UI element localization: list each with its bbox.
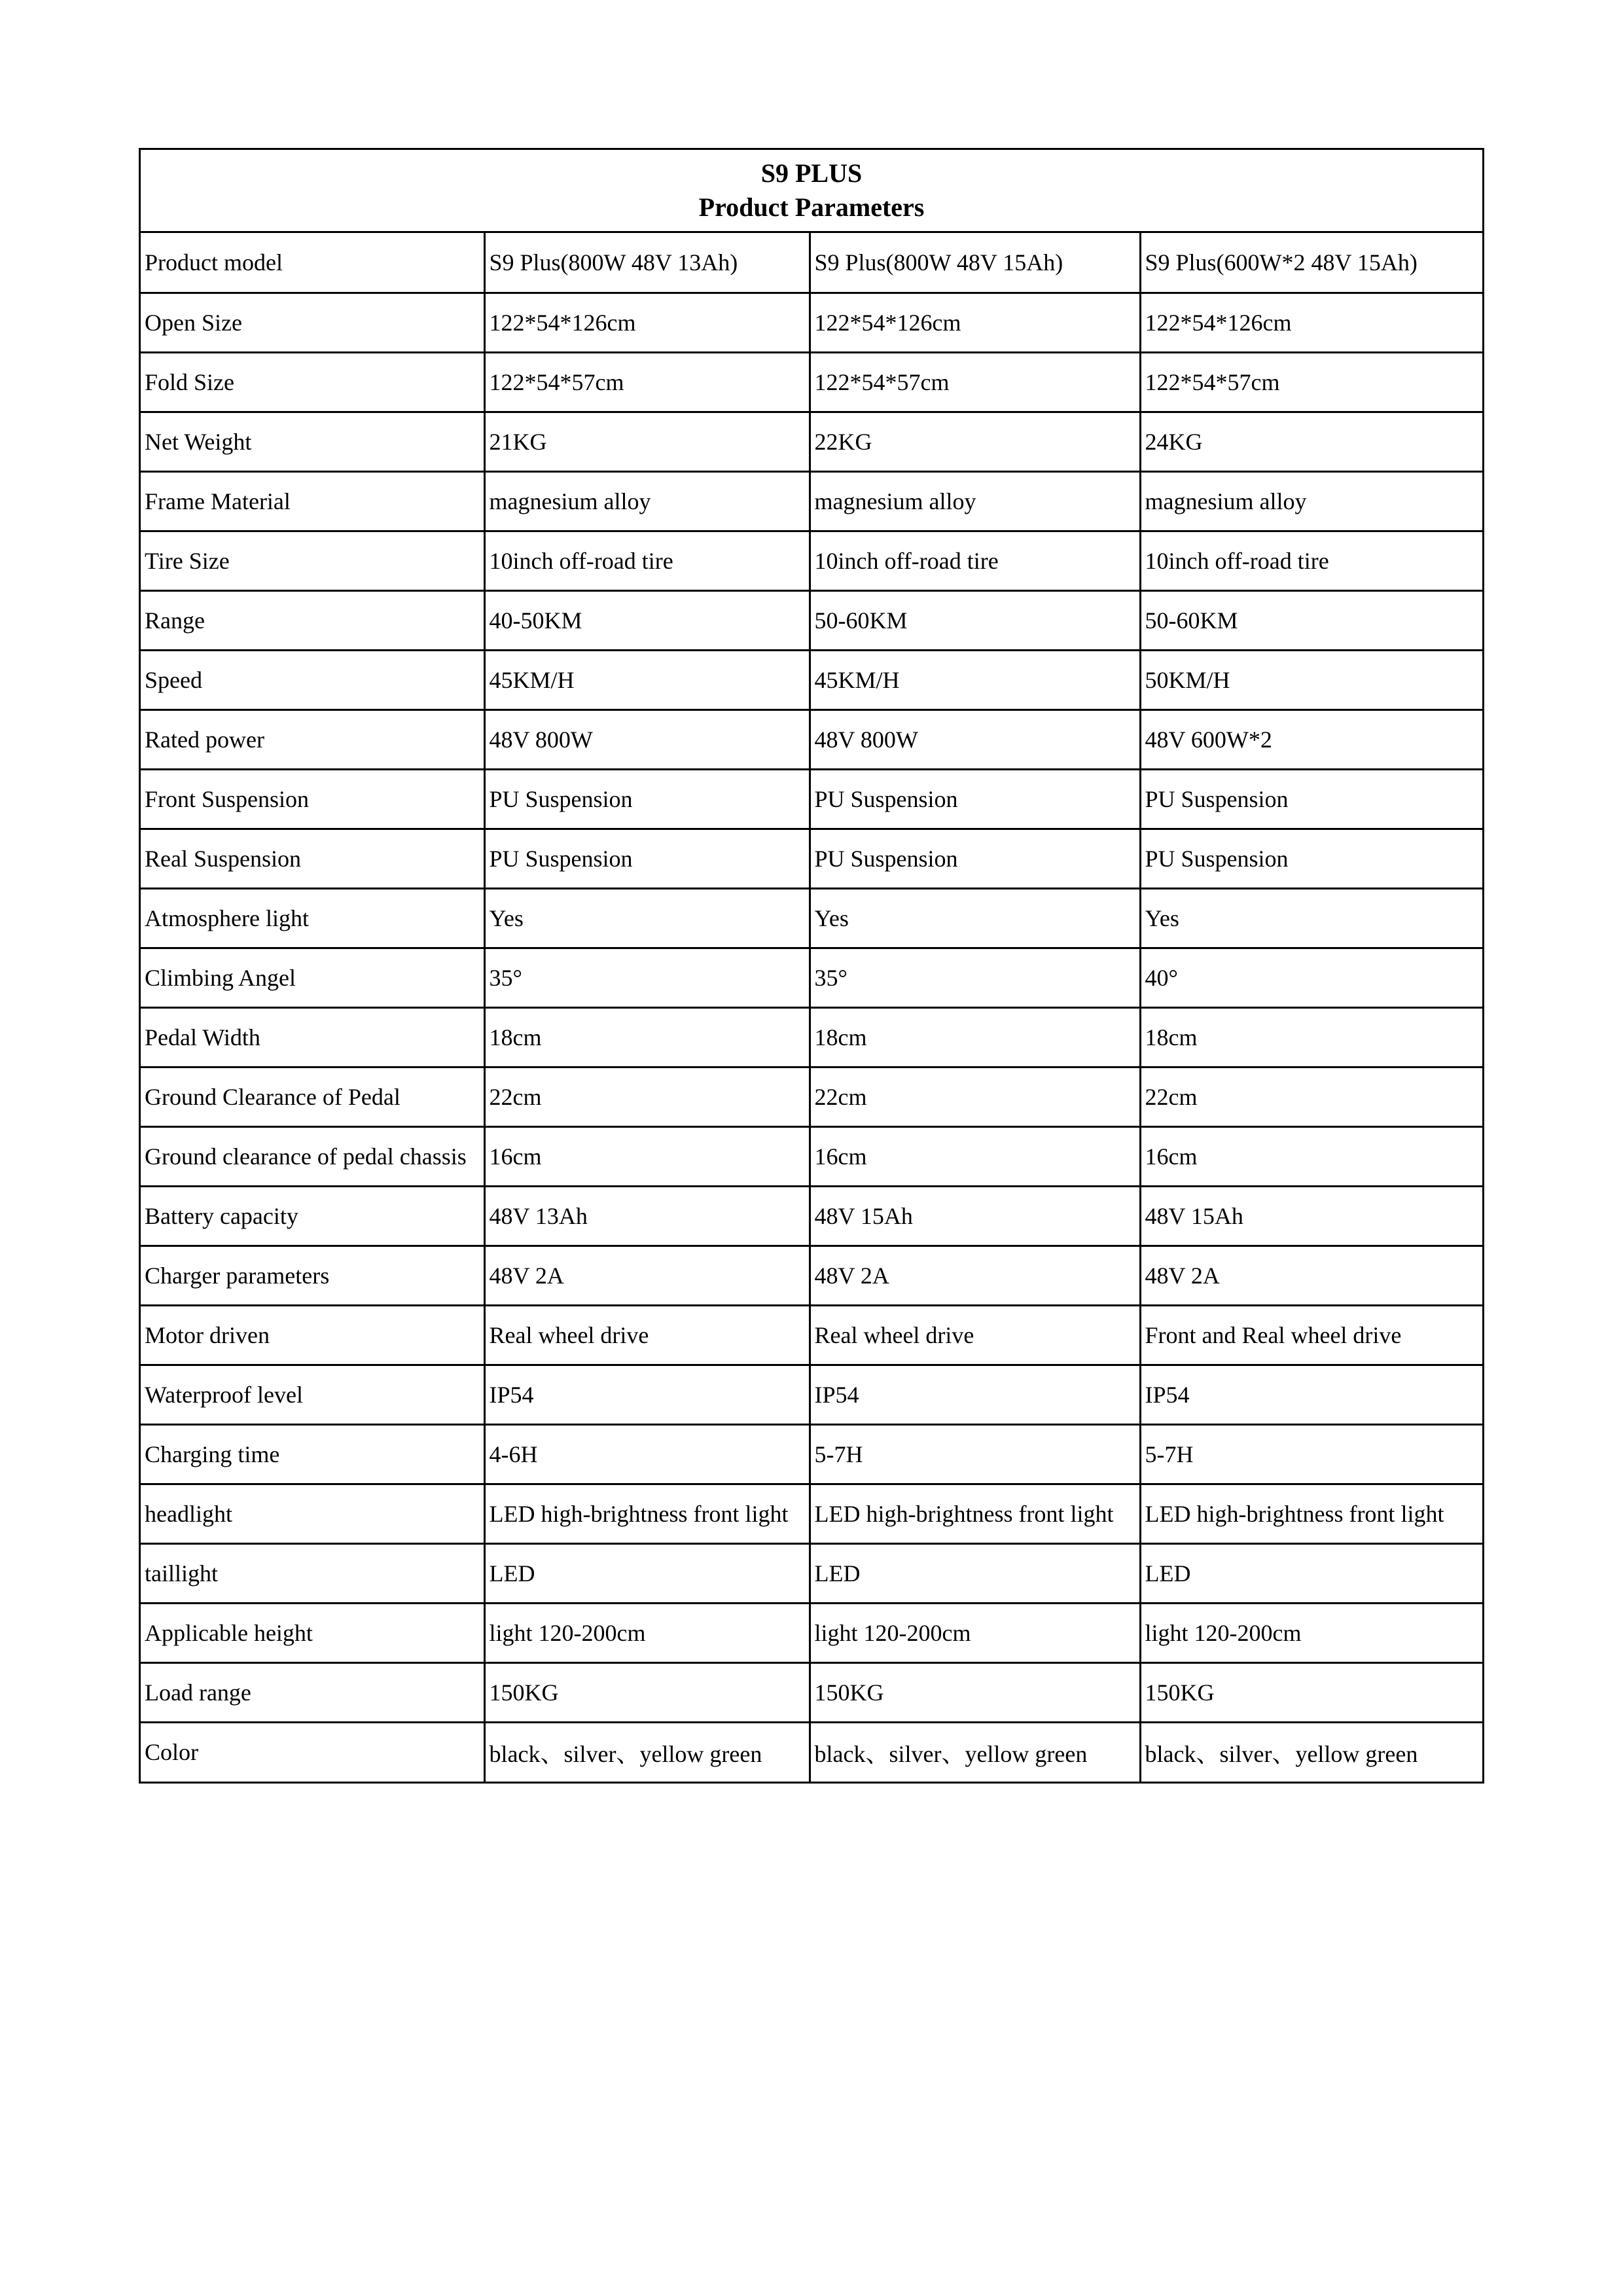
parameter-label: Speed	[141, 650, 484, 709]
sheet-subtitle: Product Parameters	[698, 192, 925, 222]
parameter-value-model-2: black、silver、yellow green	[810, 1722, 1140, 1782]
parameter-value-model-1: 48V 13Ah	[484, 1186, 810, 1246]
parameter-value-model-3: 48V 600W*2	[1140, 709, 1482, 769]
parameter-value-model-2: 48V 2A	[810, 1246, 1140, 1305]
parameter-value-model-1: 122*54*57cm	[484, 352, 810, 412]
parameter-value-model-3: PU Suspension	[1140, 829, 1482, 888]
parameter-value-model-1: 22cm	[484, 1067, 810, 1126]
parameter-value-model-1: light 120-200cm	[484, 1603, 810, 1662]
parameter-value-model-1: PU Suspension	[484, 769, 810, 829]
table-row	[141, 948, 1482, 1007]
table-row	[141, 1007, 1482, 1067]
parameter-label: Range	[141, 590, 484, 650]
parameter-value-model-1: 48V 2A	[484, 1246, 810, 1305]
table-row	[141, 769, 1482, 829]
table-row	[141, 829, 1482, 888]
parameter-value-model-3: LED	[1140, 1543, 1482, 1603]
parameter-label: Product model	[141, 233, 484, 293]
parameter-value-model-2: 48V 800W	[810, 709, 1140, 769]
parameter-label: Applicable height	[141, 1603, 484, 1662]
parameter-value-model-3: 122*54*57cm	[1140, 352, 1482, 412]
parameter-value-model-2: 16cm	[810, 1126, 1140, 1186]
parameter-value-model-1: 18cm	[484, 1007, 810, 1067]
parameter-value-model-2: magnesium alloy	[810, 471, 1140, 531]
parameter-value-model-2: 5-7H	[810, 1424, 1140, 1484]
parameter-value-model-3: 40°	[1140, 948, 1482, 1007]
parameter-value-model-2: PU Suspension	[810, 769, 1140, 829]
parameter-label: Climbing Angel	[141, 948, 484, 1007]
parameter-value-model-1: 10inch off-road tire	[484, 531, 810, 590]
parameter-value-model-1: 16cm	[484, 1126, 810, 1186]
parameter-value-model-3: IP54	[1140, 1365, 1482, 1424]
table-row	[141, 1722, 1482, 1782]
parameter-label: Open Size	[141, 293, 484, 352]
table-row	[141, 1246, 1482, 1305]
sheet-header	[141, 150, 1482, 233]
table-row	[141, 1067, 1482, 1126]
parameter-value-model-3: LED high-brightness front light	[1140, 1484, 1482, 1543]
table-row	[141, 1305, 1482, 1365]
parameter-label: Waterproof level	[141, 1365, 484, 1424]
parameter-value-model-3: PU Suspension	[1140, 769, 1482, 829]
parameter-value-model-2: 45KM/H	[810, 650, 1140, 709]
parameter-value-model-3: magnesium alloy	[1140, 471, 1482, 531]
parameter-value-model-1: 150KG	[484, 1662, 810, 1722]
parameter-label: Ground Clearance of Pedal	[141, 1067, 484, 1126]
parameter-value-model-3: 16cm	[1140, 1126, 1482, 1186]
parameter-value-model-3: 122*54*126cm	[1140, 293, 1482, 352]
parameter-value-model-3: 5-7H	[1140, 1424, 1482, 1484]
table-row	[141, 233, 1482, 293]
parameter-value-model-1: 35°	[484, 948, 810, 1007]
parameter-value-model-2: S9 Plus(800W 48V 15Ah)	[810, 233, 1140, 293]
parameter-value-model-1: IP54	[484, 1365, 810, 1424]
parameter-value-model-3: 24KG	[1140, 412, 1482, 471]
parameter-value-model-2: 22KG	[810, 412, 1140, 471]
parameter-value-model-2: Yes	[810, 888, 1140, 948]
parameter-value-model-2: IP54	[810, 1365, 1140, 1424]
parameter-value-model-3: 50-60KM	[1140, 590, 1482, 650]
parameter-label: Pedal Width	[141, 1007, 484, 1067]
parameter-value-model-1: LED high-brightness front light	[484, 1484, 810, 1543]
parameter-value-model-2: LED high-brightness front light	[810, 1484, 1140, 1543]
parameter-value-model-3: 18cm	[1140, 1007, 1482, 1067]
parameter-value-model-3: 22cm	[1140, 1067, 1482, 1126]
table-row	[141, 293, 1482, 352]
parameter-value-model-2: 122*54*57cm	[810, 352, 1140, 412]
parameter-value-model-1: 45KM/H	[484, 650, 810, 709]
parameter-value-model-1: 48V 800W	[484, 709, 810, 769]
parameter-value-model-3: Yes	[1140, 888, 1482, 948]
table-row	[141, 1543, 1482, 1603]
parameter-label: headlight	[141, 1484, 484, 1543]
parameter-value-model-1: 21KG	[484, 412, 810, 471]
parameter-value-model-1: PU Suspension	[484, 829, 810, 888]
parameter-value-model-2: 18cm	[810, 1007, 1140, 1067]
table-row	[141, 1424, 1482, 1484]
parameter-label: Color	[141, 1722, 484, 1782]
table-row	[141, 1603, 1482, 1662]
parameter-value-model-2: LED	[810, 1543, 1140, 1603]
parameter-label: Fold Size	[141, 352, 484, 412]
parameter-label: Motor driven	[141, 1305, 484, 1365]
parameter-value-model-2: Real wheel drive	[810, 1305, 1140, 1365]
parameter-value-model-1: LED	[484, 1543, 810, 1603]
parameter-value-model-2: 50-60KM	[810, 590, 1140, 650]
parameter-value-model-3: light 120-200cm	[1140, 1603, 1482, 1662]
parameter-label: Charger parameters	[141, 1246, 484, 1305]
parameter-value-model-3: S9 Plus(600W*2 48V 15Ah)	[1140, 233, 1482, 293]
table-row	[141, 352, 1482, 412]
parameter-label: Real Suspension	[141, 829, 484, 888]
table-row	[141, 590, 1482, 650]
parameter-label: Frame Material	[141, 471, 484, 531]
table-row	[141, 888, 1482, 948]
parameter-value-model-1: S9 Plus(800W 48V 13Ah)	[484, 233, 810, 293]
table-row	[141, 709, 1482, 769]
parameter-value-model-2: 35°	[810, 948, 1140, 1007]
parameter-sheet	[139, 148, 1484, 1784]
product-title: S9 PLUS	[760, 158, 863, 188]
parameter-value-model-2: 150KG	[810, 1662, 1140, 1722]
table-row	[141, 650, 1482, 709]
parameters-table	[141, 233, 1482, 1782]
parameter-label: Tire Size	[141, 531, 484, 590]
parameter-value-model-1: black、silver、yellow green	[484, 1722, 810, 1782]
parameter-value-model-2: PU Suspension	[810, 829, 1140, 888]
table-row	[141, 1126, 1482, 1186]
parameter-label: Ground clearance of pedal chassis	[141, 1126, 484, 1186]
parameter-value-model-1: Real wheel drive	[484, 1305, 810, 1365]
parameter-value-model-1: magnesium alloy	[484, 471, 810, 531]
parameter-value-model-1: 4-6H	[484, 1424, 810, 1484]
parameter-label: Rated power	[141, 709, 484, 769]
parameter-value-model-3: 150KG	[1140, 1662, 1482, 1722]
parameter-label: taillight	[141, 1543, 484, 1603]
parameter-value-model-3: 48V 2A	[1140, 1246, 1482, 1305]
parameter-value-model-2: 10inch off-road tire	[810, 531, 1140, 590]
parameter-value-model-3: Front and Real wheel drive	[1140, 1305, 1482, 1365]
parameter-label: Front Suspension	[141, 769, 484, 829]
parameter-label: Atmosphere light	[141, 888, 484, 948]
parameter-value-model-2: 48V 15Ah	[810, 1186, 1140, 1246]
parameter-label: Charging time	[141, 1424, 484, 1484]
table-row	[141, 471, 1482, 531]
table-row	[141, 412, 1482, 471]
parameters-table-body	[141, 233, 1482, 1782]
parameter-value-model-3: 10inch off-road tire	[1140, 531, 1482, 590]
parameter-value-model-2: 22cm	[810, 1067, 1140, 1126]
table-row	[141, 1186, 1482, 1246]
table-row	[141, 1484, 1482, 1543]
parameter-label: Load range	[141, 1662, 484, 1722]
parameter-value-model-1: 122*54*126cm	[484, 293, 810, 352]
parameter-label: Net Weight	[141, 412, 484, 471]
parameter-label: Battery capacity	[141, 1186, 484, 1246]
parameter-value-model-1: Yes	[484, 888, 810, 948]
table-row	[141, 1662, 1482, 1722]
parameter-value-model-3: 50KM/H	[1140, 650, 1482, 709]
parameter-value-model-2: 122*54*126cm	[810, 293, 1140, 352]
parameter-value-model-1: 40-50KM	[484, 590, 810, 650]
parameter-value-model-3: 48V 15Ah	[1140, 1186, 1482, 1246]
parameter-value-model-2: light 120-200cm	[810, 1603, 1140, 1662]
table-row	[141, 1365, 1482, 1424]
parameter-value-model-3: black、silver、yellow green	[1145, 1740, 1418, 1767]
table-row	[141, 531, 1482, 590]
